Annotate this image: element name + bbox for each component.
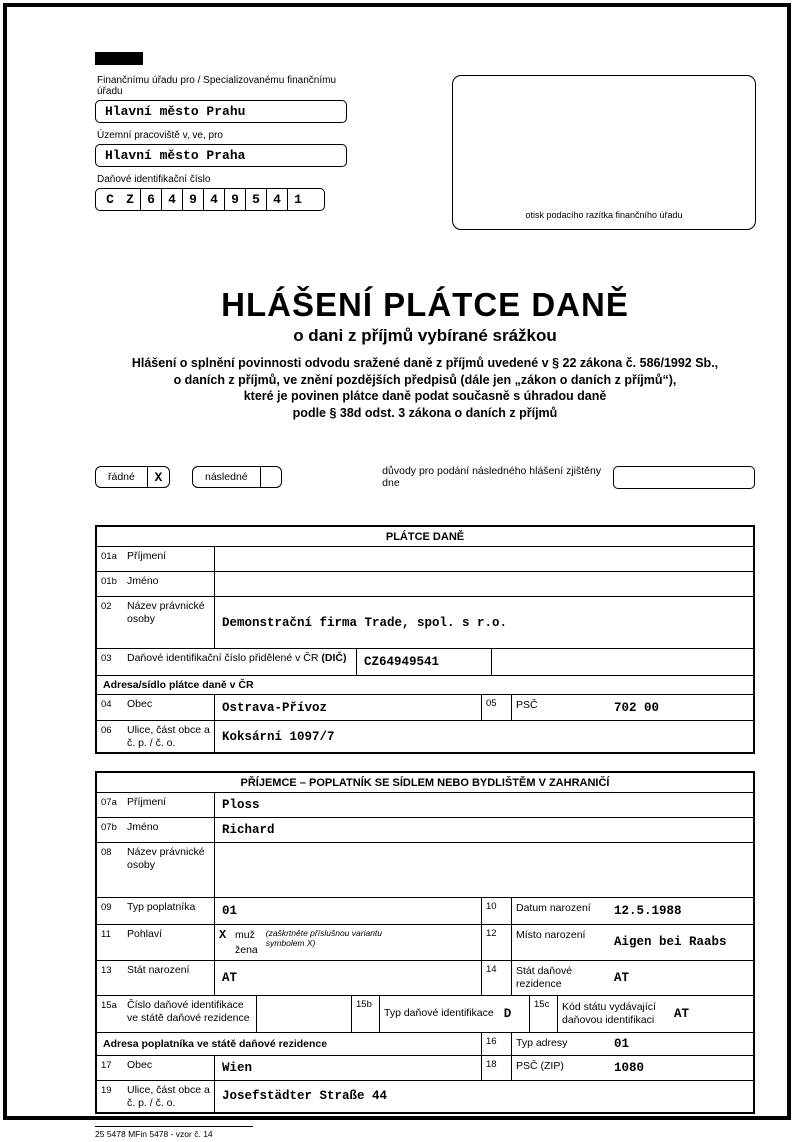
field-15c-value[interactable]: AT bbox=[674, 1006, 690, 1021]
form-page bbox=[7, 7, 787, 1140]
payer-address-section bbox=[97, 675, 753, 694]
tax-id-char: 6 bbox=[140, 189, 161, 210]
row-07a bbox=[97, 792, 753, 817]
field-08-head bbox=[97, 843, 215, 897]
section-header: Adresa/sídlo plátce daně v ČR bbox=[103, 679, 254, 691]
subsequent-option[interactable] bbox=[192, 466, 282, 488]
field-12-value[interactable]: Aigen bei Raabs bbox=[614, 935, 727, 950]
field-09-head bbox=[97, 898, 215, 924]
workplace-input[interactable] bbox=[95, 144, 347, 167]
gender-option-female[interactable] bbox=[219, 943, 258, 957]
field-19-head bbox=[97, 1081, 215, 1112]
stamp-area bbox=[452, 75, 756, 230]
field-01b-value[interactable] bbox=[215, 572, 753, 596]
form-intro bbox=[95, 355, 755, 421]
form-subtitle: o dani z příjmů vybírané srážkou bbox=[293, 326, 557, 345]
field-07a-value[interactable]: Ploss bbox=[222, 798, 260, 813]
reason-label: důvody pro podání následného hlášení zjištěny dne bbox=[382, 465, 602, 489]
row-09-10 bbox=[97, 897, 753, 924]
field-01b-head bbox=[97, 572, 215, 596]
field-number: 11 bbox=[101, 929, 111, 941]
stamp-caption: otisk podacího razítka finančního úřadu bbox=[525, 210, 683, 220]
field-label: PSČ (ZIP) bbox=[516, 1059, 564, 1072]
field-06-value[interactable]: Koksární 1097/7 bbox=[222, 729, 335, 744]
field-label: Obec bbox=[127, 698, 153, 710]
field-label: Obec bbox=[127, 1058, 153, 1071]
field-11-gender bbox=[215, 925, 482, 959]
field-label: Typ poplatníka bbox=[127, 901, 196, 914]
field-04-value[interactable]: Ostrava-Přívoz bbox=[215, 695, 482, 720]
row-07b bbox=[97, 817, 753, 842]
registration-mark bbox=[95, 52, 143, 65]
male-checkbox[interactable]: X bbox=[219, 928, 227, 943]
field-number: 07a bbox=[101, 797, 117, 809]
row-03-filler bbox=[492, 649, 753, 675]
field-label: Jméno bbox=[127, 821, 159, 834]
field-label: Daňové identifikační číslo přidělené v ČR (DIČ) bbox=[127, 652, 347, 664]
field-13-head bbox=[97, 961, 215, 995]
tax-id-char: 1 bbox=[287, 189, 308, 210]
title-block bbox=[95, 286, 755, 421]
field-label: Příjmení bbox=[127, 796, 167, 809]
row-03 bbox=[97, 648, 753, 675]
field-03-value[interactable]: CZ64949541 bbox=[357, 649, 492, 675]
tax-id-char: 4 bbox=[266, 189, 287, 210]
field-17-value[interactable]: Wien bbox=[215, 1056, 482, 1080]
field-09-value[interactable]: 01 bbox=[215, 898, 482, 924]
tax-id-char: 4 bbox=[161, 189, 182, 210]
field-label: Stát narození bbox=[127, 963, 190, 976]
field-number: 01a bbox=[101, 551, 117, 562]
subsequent-checkbox[interactable] bbox=[260, 467, 282, 487]
form-footer bbox=[95, 1124, 756, 1142]
field-number: 15a bbox=[101, 999, 117, 1011]
row-02 bbox=[97, 596, 753, 648]
field-18-value[interactable]: 1080 bbox=[614, 1060, 645, 1075]
tax-id-char: 9 bbox=[182, 189, 203, 210]
regular-label: řádné bbox=[108, 471, 135, 483]
field-label: Příjmení bbox=[127, 550, 167, 562]
field-15c bbox=[558, 996, 753, 1032]
field-08-value[interactable] bbox=[215, 843, 753, 897]
tax-id-char: C bbox=[106, 192, 114, 207]
field-label: Název právnické osoby bbox=[127, 846, 205, 872]
male-label: muž bbox=[235, 929, 255, 942]
field-label: Ulice, část obce a č. p. / č. o. bbox=[127, 1083, 210, 1109]
subsequent-label: následné bbox=[205, 471, 248, 483]
field-number: 09 bbox=[101, 902, 112, 914]
field-number: 17 bbox=[101, 1059, 112, 1071]
recipient-table-title: PŘÍJEMCE – POPLATNÍK SE SÍDLEM NEBO BYDLIŠTĚM V ZAHRANIČÍ bbox=[240, 777, 610, 790]
row-13-14 bbox=[97, 960, 753, 995]
row-11-12 bbox=[97, 924, 753, 959]
field-13-value[interactable]: AT bbox=[215, 961, 482, 995]
field-19-value[interactable]: Josefstädter Straße 44 bbox=[222, 1089, 388, 1104]
field-15a-value[interactable] bbox=[257, 996, 352, 1032]
office-value: Hlavní město Prahu bbox=[105, 104, 246, 119]
field-label: Název právnické osoby bbox=[127, 600, 205, 626]
recipient-table bbox=[95, 771, 755, 1114]
row-15 bbox=[97, 995, 753, 1032]
form-number: 25 5478 MFin 5478 - vzor č. 14 bbox=[95, 1126, 253, 1139]
field-07a-head bbox=[97, 793, 215, 817]
field-label: Typ daňové identifikace bbox=[384, 1007, 494, 1020]
row-01a bbox=[97, 546, 753, 571]
tax-id-char: Z bbox=[126, 192, 134, 207]
workplace-label: Územní pracoviště v, ve, pro bbox=[97, 130, 223, 141]
regular-checkbox[interactable]: X bbox=[147, 467, 169, 487]
row-17-18 bbox=[97, 1055, 753, 1080]
row-08 bbox=[97, 842, 753, 897]
field-10-value[interactable]: 12.5.1988 bbox=[614, 904, 682, 919]
field-02-head bbox=[97, 597, 215, 648]
recipient-address-section bbox=[97, 1032, 753, 1055]
field-number: 06 bbox=[101, 725, 112, 736]
tax-id-input[interactable] bbox=[95, 188, 325, 211]
form-title: HLÁŠENÍ PLÁTCE DANĚ bbox=[221, 286, 629, 323]
field-17-head bbox=[97, 1056, 215, 1080]
field-number: 10 bbox=[482, 898, 512, 924]
payer-table-title: PLÁTCE DANĚ bbox=[385, 531, 465, 543]
field-06-head bbox=[97, 721, 215, 752]
field-label: Číslo daňové identifikace ve státě daňové rezidence bbox=[127, 998, 250, 1024]
female-label: žena bbox=[235, 944, 258, 957]
field-number: 04 bbox=[101, 699, 112, 710]
field-label: Místo narození bbox=[516, 929, 586, 942]
field-01a-head bbox=[97, 547, 215, 571]
field-label: Kód státu vydávající daňovou identifikaci bbox=[562, 1000, 656, 1026]
field-label: Jméno bbox=[127, 575, 159, 587]
form-header bbox=[95, 75, 756, 230]
field-label: Typ adresy bbox=[516, 1036, 568, 1049]
office-input[interactable] bbox=[95, 100, 347, 123]
field-label: PSČ bbox=[516, 699, 538, 711]
field-number: 02 bbox=[101, 601, 112, 612]
field-number: 07b bbox=[101, 822, 117, 834]
office-label: Finančnímu úřadu pro / Specializovanému finančnímu úřadu bbox=[97, 75, 337, 97]
field-15a-head bbox=[97, 996, 257, 1032]
filing-type-row bbox=[95, 465, 755, 489]
intro-line: které je povinen plátce daně podat současně s úhradou daně bbox=[243, 389, 607, 403]
field-number: 19 bbox=[101, 1084, 112, 1096]
field-number: 14 bbox=[482, 961, 512, 995]
field-number: 15b bbox=[352, 996, 380, 1032]
workplace-value: Hlavní město Praha bbox=[105, 148, 246, 163]
intro-line: podle § 38d odst. 3 zákona o daních z příjmů bbox=[292, 405, 558, 420]
field-number: 08 bbox=[101, 847, 112, 859]
row-04-05 bbox=[97, 694, 753, 720]
row-19 bbox=[97, 1080, 753, 1112]
field-01a-value[interactable] bbox=[215, 547, 753, 571]
gender-options bbox=[219, 927, 258, 957]
field-11-head bbox=[97, 925, 215, 959]
tax-id-char: 5 bbox=[245, 189, 266, 210]
field-label: Pohlaví bbox=[127, 928, 163, 941]
field-number: 01b bbox=[101, 576, 117, 587]
field-04-head bbox=[97, 695, 215, 720]
field-07b-head bbox=[97, 818, 215, 842]
field-number: 15c bbox=[530, 996, 558, 1032]
field-number: 03 bbox=[101, 653, 112, 664]
field-label: Stát daňové rezidence bbox=[516, 964, 573, 990]
field-15b bbox=[380, 996, 530, 1032]
field-03-head bbox=[97, 649, 357, 675]
row-01b bbox=[97, 571, 753, 596]
field-label: Ulice, část obce a č. p. / č. o. bbox=[127, 724, 210, 750]
field-14-value[interactable]: AT bbox=[614, 970, 630, 985]
field-16-value[interactable]: 01 bbox=[614, 1036, 630, 1051]
field-15b-value[interactable]: D bbox=[503, 1006, 512, 1021]
tax-id-char: 9 bbox=[224, 189, 245, 210]
field-number: 16 bbox=[482, 1033, 512, 1055]
field-label: Datum narození bbox=[516, 902, 591, 915]
tax-id-char: 4 bbox=[203, 189, 224, 210]
section-header: Adresa poplatníka ve státě daňové rezidence bbox=[97, 1033, 482, 1055]
field-number: 18 bbox=[482, 1056, 512, 1080]
gender-note: (zaškrtněte příslušnou variantu symbolem X) bbox=[265, 928, 383, 949]
regular-option[interactable] bbox=[95, 466, 170, 488]
field-number: 05 bbox=[482, 695, 512, 720]
field-number: 13 bbox=[101, 964, 112, 976]
row-06 bbox=[97, 720, 753, 752]
reason-date-input[interactable] bbox=[613, 466, 756, 489]
field-07b-value[interactable]: Richard bbox=[222, 823, 275, 838]
field-02-value[interactable]: Demonstrační firma Trade, spol. s r.o. bbox=[222, 615, 508, 630]
office-fields bbox=[95, 75, 347, 211]
intro-line: o daních z příjmů, ve znění pozdějších předpisů (dále jen „zákon o daních z příjmů“), bbox=[173, 372, 677, 387]
tax-id-label: Daňové identifikační číslo bbox=[97, 174, 211, 185]
gender-option-male[interactable] bbox=[219, 927, 258, 943]
field-number: 12 bbox=[482, 925, 512, 959]
field-05-value[interactable]: 702 00 bbox=[614, 700, 660, 715]
intro-line: Hlášení o splnění povinnosti odvodu sražené daně z příjmů uvedené v § 22 zákona č. 586/1992 Sb., bbox=[131, 356, 719, 370]
payer-table bbox=[95, 525, 755, 754]
